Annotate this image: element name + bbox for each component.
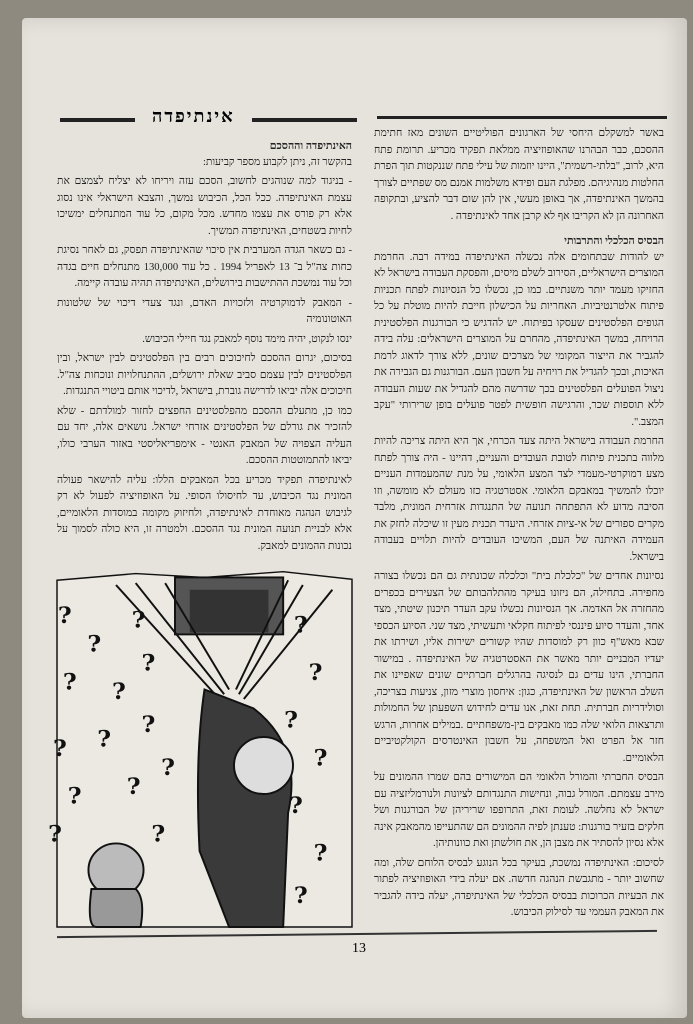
svg-text:?: ? (97, 725, 112, 753)
left-intro: בהקשר זה, ניתן לקבוע מספר קביעות: (202, 156, 352, 168)
svg-text:?: ? (53, 735, 67, 762)
svg-text:?: ? (131, 607, 146, 634)
svg-text:?: ? (161, 754, 175, 781)
header-rule-left (60, 118, 135, 122)
paragraph: - גם כשאר הגדה המערבית אין סיכוי שהאינתיפדה תפסק, גם לאחר נסיגת כחות צה"ל ב־ 13 לאפריל 1994 . כל עוד 130,000 מתנחלים חיים בגדה וכל עוד נמשכת ההתישבות בירושלים, האינתיפדה תהיה עובדה קיימה. (57, 245, 352, 289)
paragraph: יש להודות שבתחומים אלה נכשלה האינתיפדה במידה רבה. החרמת המוצרים הישראליים, הסירוב לשלם מיסים, והפסקת העבודה בישראל לא החזיקו מעמד יותר משנתיים. כמו כן, נכשלו כל הנסיונות לפתח תכניות פיתוח אלטרנטיביות. האחריות על הכישלון חייבת להיות מוטלת על כל הגופים הפלסטינים שעסקו בפיתוח. יש להדגיש כי הבורגנות הפלסטינית הרויחה, במשך האינתיפדה, מהחרם על המוצרים הישראלים: עלה בידה להגביר את הייצור המקומי של מצרכים שונים, ללא צורך לדאוג לרמת האיכות, ובכך להגדיל את רויחיה על חשבון העם. הבורגנות גם הגבירה את ניצול הפועלים הפלסטינים בכך שדרשה מהם להגדיל את שעות העבודה ללא תוספות שכר, והרגישה חופשית לפטר פועלים בופן שרירותי "עקב המצב.". (374, 251, 664, 428)
paragraph: החרמת העבודה בישראל היתה צעד הכרחי, אך היא היתה צריכה להיות מלווה בתכנית פיתוח לטובת העובדים והעניים, דהיינו - היה צורך לפתח מצע דמוקרטי-מעמדי לצד המצע הלאומי, על מנת שהמעמדות העניים יוכלו להמשיך במאבקם הלאומי. אסטרטגיה כזו מעולם לא מומשה, וזו הסיבה מדוע לא התפתחה תנועה של התנגדות אזרחית המונית, מלבד מקרים ספורים של אי-ציות אזרחי. היעדר תכנית מעין זו שיכלה לחזק את העמידה האיתנה של העם, המשיכו העובדים להיות תלויים בעבודה בישראל. (374, 436, 664, 563)
paragraph: כמו כן, מתעלם ההסכם מהפלסטינים החפצים לחזור למולדתם - שלא להזכיר את גורלם של הפלסטינים אזרחי ישראל. נושאים אלה, יחד עם העליה הצפויה של המאבק האנטי - אימפריאליסטי באזור הערבי כולו, יביאו להתמוטטות ההסכם. (57, 405, 352, 466)
left-column (48, 138, 352, 927)
svg-text:?: ? (141, 711, 156, 739)
paragraph: ינסו לנקוט, יהיה מימד נוסף למאבק נגד חיילי הכיבוש. (142, 333, 352, 345)
svg-text:?: ? (308, 659, 323, 686)
svg-text:?: ? (87, 630, 102, 658)
svg-text:?: ? (284, 706, 298, 734)
page-number: 13 (352, 941, 366, 956)
svg-text:?: ? (62, 668, 77, 696)
svg-text:?: ? (57, 602, 72, 629)
svg-text:?: ? (67, 782, 82, 810)
svg-text:?: ? (151, 820, 166, 848)
paragraph: לסיכום: האינתיפדה נמשכת, בעיקר בכל הנוגע לבסיס הלוחם שלה, ומה שחשוב יותר - מתגבשת הנהגה חדשה. אם יעלה בידי האופוזיציה לפתור את הבעיות הכרוכות בבסיס הכלכלי של האינתיפדה, יעלה בידה להגביר את המאבק העממי עד לסילוק הכיבוש. (374, 857, 664, 918)
paragraph: הבסיס החברתי והמורל הלאומי הם המישורים בהם שמרו ההמונים על מירב עצמתם. המורל גבוה, ונחישות התנגדותם לציונות ולנורמליזציה עם ישראל לא נחלשה. לעומת זאת, התרופפו שריריהן של הבורגנות ושל חלקים בזעיר בורגנות: טענתן לפיה ההמונים הם שהתעייפו מהמאבק אינה אלא נסיון להסתיר את מצבן הן, את חולשתן ואת כוונותיהן. (374, 772, 664, 849)
magazine-page (22, 18, 687, 1018)
paragraph: באשר למשקלם היחסי של הארגונים הפוליטיים השונים מאז חתימת ההסכם, כבר הבהרנו שהאופוזיציה ממלאת תפקיד מכריע. תרומת פתח היא, לרוב, "בלתי-רשמית", היינו יוזמות של עילי פתח שננקטות תוך הפרת החלטות מנהיגיהם. מפלגת העם ופידא משלמות אמנם מס שפתיים לצורך בהמשך האינתיפדה, אך באופן מעשי, אין להן שום דבר להציע, ובתקופה האחרונה הן לא הקריבו אף לא קרבן אחד לאינתיפדה . (374, 128, 664, 222)
svg-text:?: ? (293, 882, 308, 910)
svg-text:?: ? (112, 678, 126, 705)
svg-text:?: ? (48, 820, 62, 848)
section-title: אינתיפדה (152, 106, 235, 127)
right-column (374, 126, 664, 925)
right-column-rule (377, 116, 667, 119)
svg-text:?: ? (313, 744, 328, 772)
header-rule-right (252, 118, 357, 122)
paragraph: לאינתיפדה תפקיד מכריע בכל המאבקים הללו: עליה להישאר פעולה המונית נגד הכיבוש, עד לחיסולו הסופי. על האופוזיציה לפעול לא רק לגיבוש הנהגה מאוחדת לאינתיפדה, ולחיזוק מקומה במוסדות הלאומיים, אלא לבניית תנועה המונית נגד ההסכם. ולמטרה זו, היא כולה לסמוך על נכונות ההמונים למאבק. (57, 474, 352, 552)
right-heading: הבסיס הכלכלי והתרבותי (564, 235, 664, 247)
svg-text:?: ? (289, 792, 303, 819)
svg-text:?: ? (141, 649, 156, 677)
paragraph: בסיכום, יגרום ההסכם לחיכוכים רבים בין הפלסטינים לבין ישראל, ובין הפלסטינים לבין עצמם סביב שאלת ירושלים, ההתנחלויות ונוכחות צה"ל. חיכוכים אלה יביאו לדרישה גוברת, בישראל ,לדיכוי אותם ביטויי התנגדות. (57, 353, 352, 397)
paragraph: - המאבק לדמוקרטיה ולזכויות האדם, ונגד צעדי דיכוי של שלטונות האוטונומיה (57, 297, 352, 325)
section-header (60, 106, 355, 130)
left-heading: האינתיפדה וההסכם (269, 140, 352, 152)
svg-text:?: ? (126, 773, 141, 800)
cartoon-illustration (48, 566, 352, 927)
paragraph: נסיונות אחדים של "כלכלת בית" וכלכלה שכונתית גם הם נכשלו בצורה מחפירה. בתחילה, הם ניזונו בעיקר מהתלהבותם של הצעירים בכפרים מהחזרה אל האדמה. אך הנסיונות נכשלו עקב העדר תיכנון שיטתי, מצד אחד, והעדר סיוע פיננסי לפיתוח חקלאי ותעשיתי, מצד שני. הסיוע הכספי שבא מאש"ף כוון רק למוסדות שהיו קשורים ישירות אליו, ושירתו את יעדיו המבניים יותר מאשר את האסטרטגיה של האינתיפדה . במישור החברתי, הינו עדים גם לנסיגה בהרגלים חברתיים שונים שאפיינו את השלב הראשון של האינתיפדה, כגון: איחסון מוצרי מזון, צניעות בצריכה, וסולידריות חברתית. תחת זאת, אנו עדים לחידוש השפעתן של החמולות ותרצאות הלואי שלה כמו מאבקים בין-משפחתיים .במילים אחרות, הרגש חזר אל הפרט ואל המשפחה, על חשבון האינטרסים הקולקטיביים הלאומיים. (374, 571, 664, 764)
svg-text:?: ? (293, 611, 308, 639)
footer-rule (57, 930, 657, 938)
paragraph: - בניגוד למה שנוהגים לחשוב, הסכם עזה ויריחו לא יצליח לצמצם את עצמת האינתיפדה. ככל הכל, הכיבוש נמשך, והצבא הישראלי אינו נסוג אלא רק פורס את עצמו מחדש. מכל מקום, כל עוד המתנחלים ימשיכו לחיות בשטחים, האינתיפדה תמשיך. (57, 176, 352, 237)
left-column-text (57, 138, 352, 558)
svg-text:?: ? (313, 839, 328, 867)
